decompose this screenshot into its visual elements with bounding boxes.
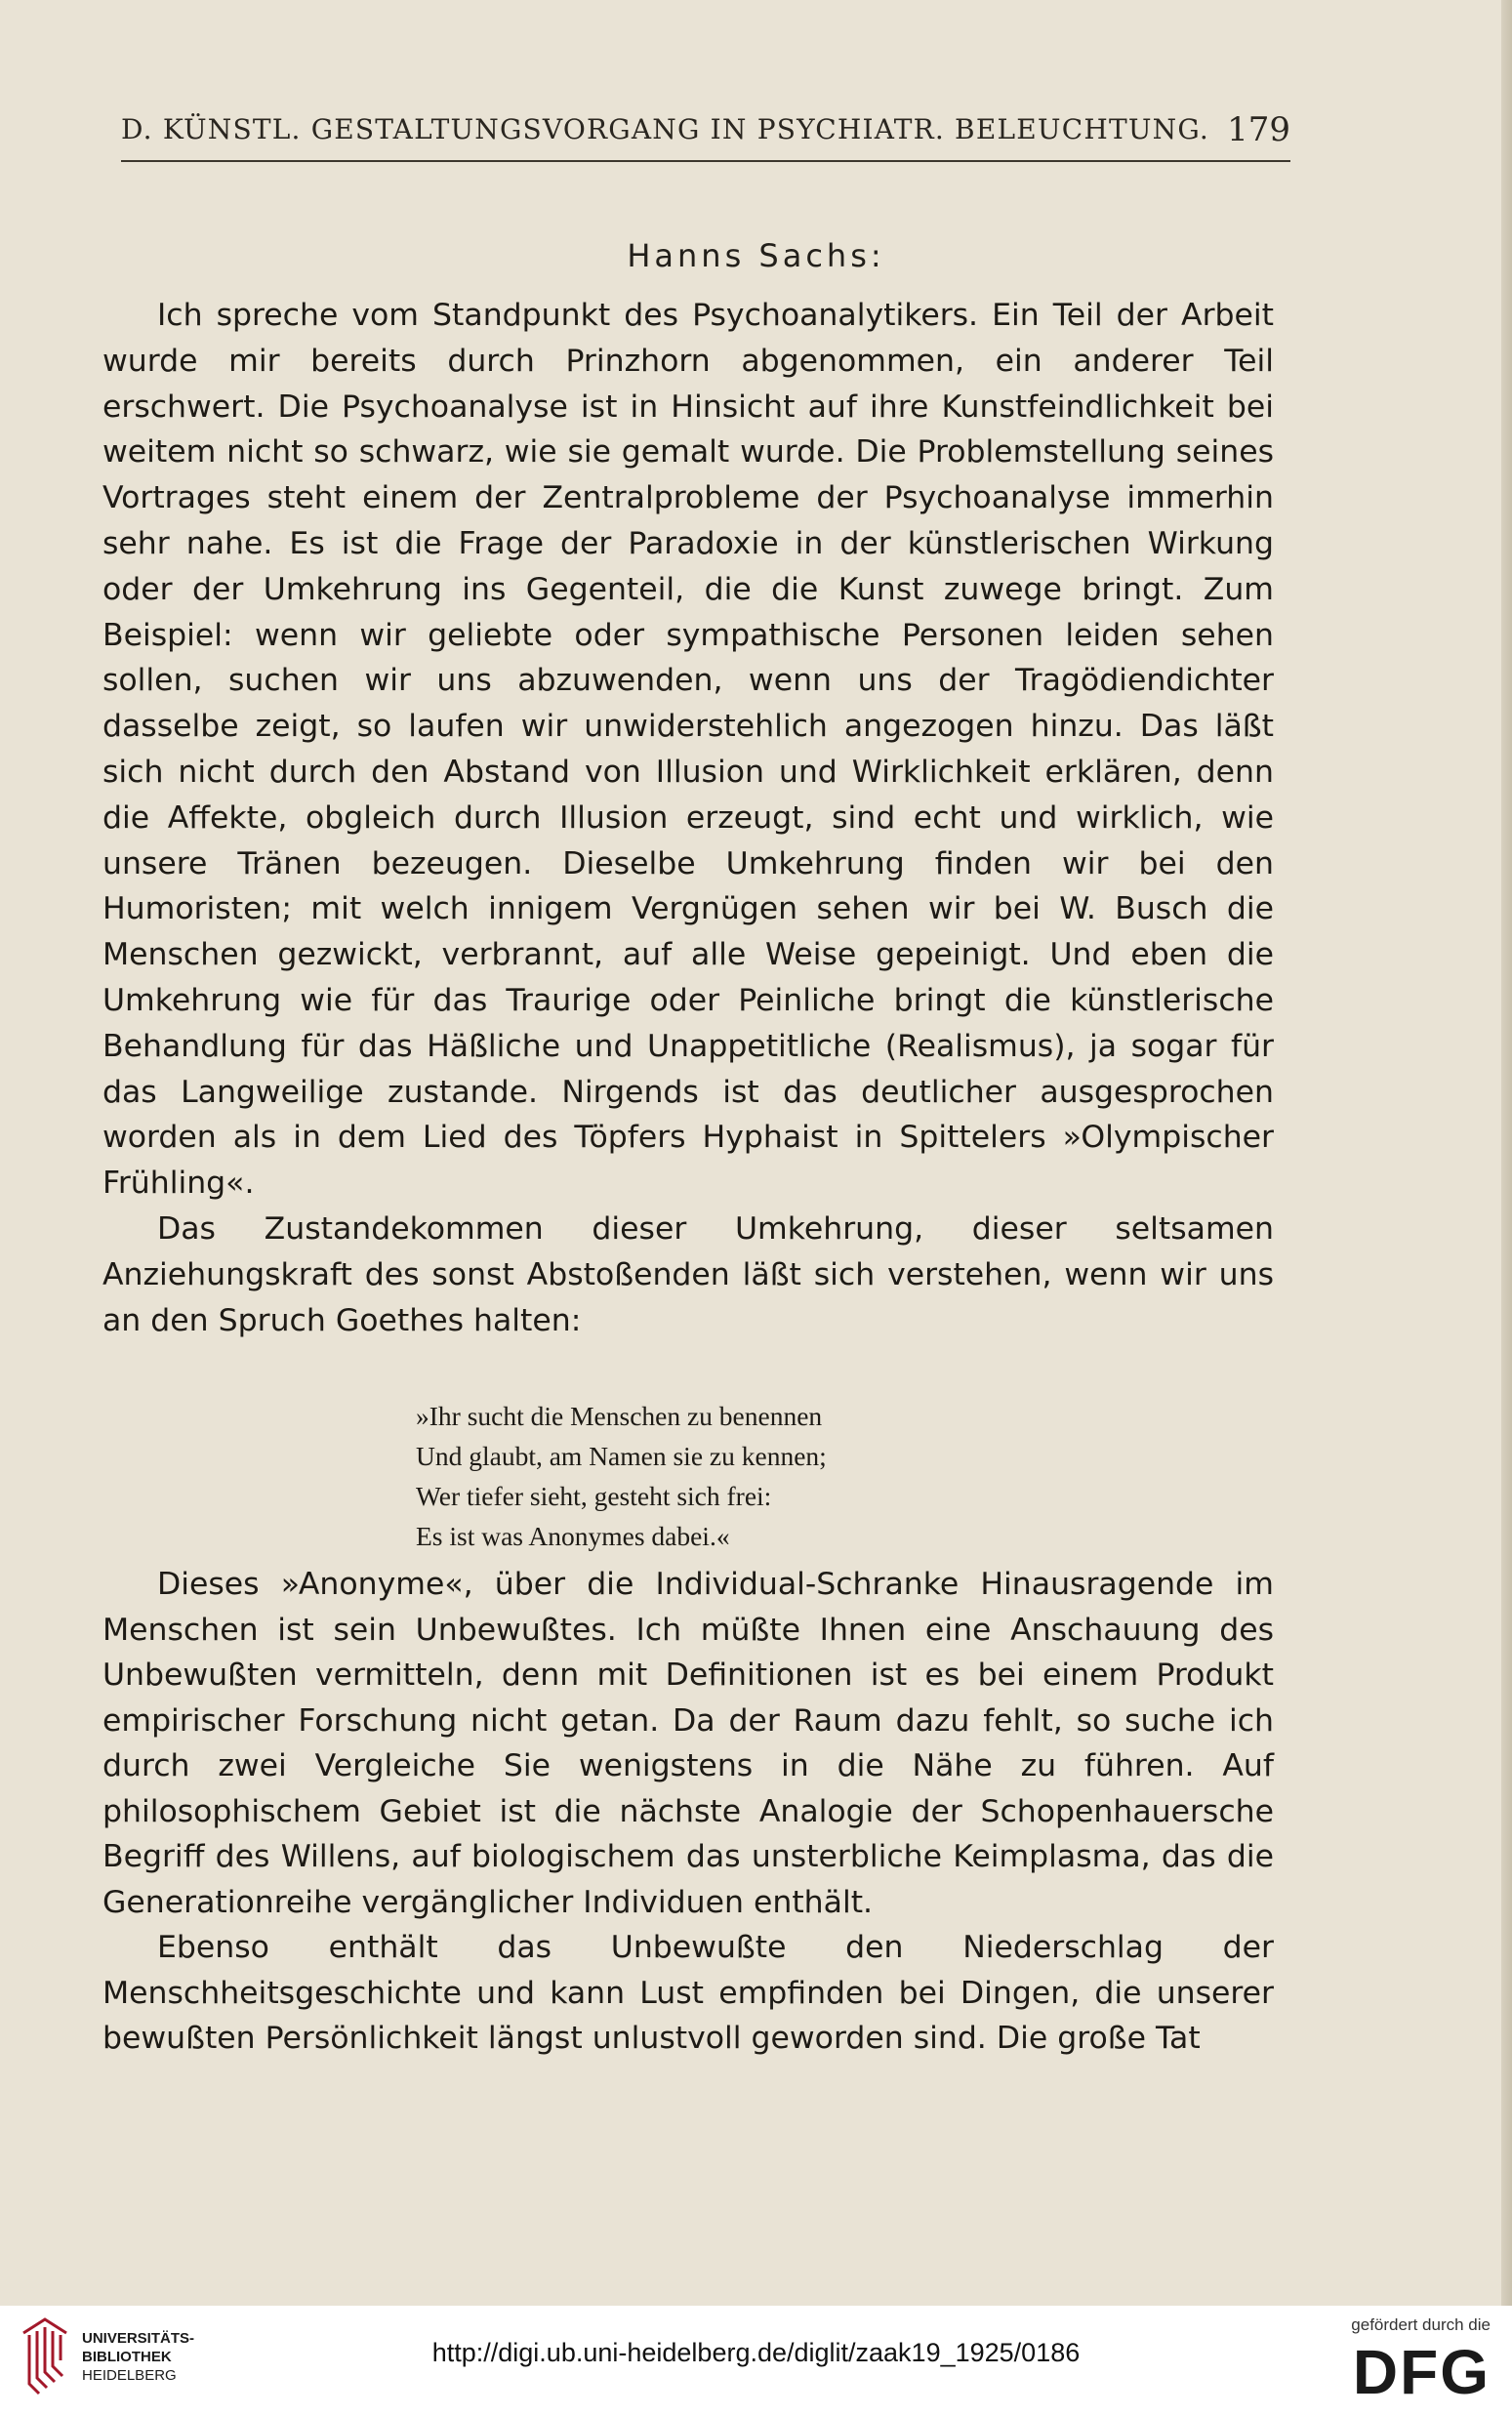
paragraph: Ebenso enthält das Unbewußte den Niederschlag der Menschheitsgeschichte und kann Lust empfinden bei Dingen, die unserer bewußten Persönlichkeit längst unlustvoll geworden sind. Die große Tat xyxy=(102,1930,1274,2056)
quote-line: »Ihr sucht die Menschen zu benennen xyxy=(416,1401,823,1431)
page-edge-shadow xyxy=(1501,0,1512,2306)
running-head xyxy=(121,110,1290,149)
goethe-quote xyxy=(416,1396,1099,1556)
running-head-title: D. KÜNSTL. GESTALTUNGSVORGANG IN PSYCHIATR. BELEUCHTUNG. xyxy=(121,113,1209,145)
library-name-line: BIBLIOTHEK xyxy=(82,2349,172,2365)
library-name-line: UNIVERSITÄTS- xyxy=(82,2330,195,2347)
body-text-continued xyxy=(102,1562,1274,2062)
quote-line: Es ist was Anonymes dabei.« xyxy=(416,1521,730,1551)
library-name-line: HEIDELBERG xyxy=(82,2367,177,2384)
funding-text: gefördert durch die xyxy=(1351,2315,1491,2334)
paragraph: Dieses »Anonyme«, über die Individual-Schranke Hinausragende im Menschen ist sein Unbewußtes. Ich müßte Ihnen eine Anschauung des Unbewußten vermitteln, denn mit Definitionen ist es bei einem Produkt empirischer Forschung nicht getan. Da der Raum dazu fehlt, so suche ich durch zwei Vergleiche Sie wenigstens in die Nähe zu führen. Auf philosophischem Gebiet ist die nächste Analogie der Schopenhauersche Begriff des Willens, auf biologischem das unsterbliche Keimplasma, das die Generationreihe vergänglicher Individuen enthält. xyxy=(102,1567,1274,1920)
quote-line: Wer tiefer sieht, gesteht sich frei: xyxy=(416,1481,772,1511)
source-url-link[interactable]: http://digi.ub.uni-heidelberg.de/diglit/zaak19_1925/0186 xyxy=(431,2338,1081,2367)
page-number: 179 xyxy=(1227,110,1290,149)
quote-line: Und glaubt, am Namen sie zu kennen; xyxy=(416,1441,827,1471)
paragraph: Ich spreche vom Standpunkt des Psychoanalytikers. Ein Teil der Arbeit wurde mir bereits durch Prinzhorn abgenommen, ein anderer Teil erschwert. Die Psychoanalyse ist in Hinsicht auf ihre Kunstfeindlichkeit bei weitem nicht so schwarz, wie sie gemalt wurde. Die Problemstellung seines Vortrages steht einem der Zentralprobleme der Psychoanalyse immerhin sehr nahe. Es ist die Frage der Paradoxie in der künstlerischen Wirkung oder der Umkehrung ins Gegenteil, die die Kunst zuwege bringt. Zum Beispiel: wenn wir geliebte oder sympathische Personen leiden sehen sollen, suchen wir uns abzuwenden, wenn uns der Tragödiendichter dasselbe zeigt, so laufen wir unwiderstehlich angezogen hinzu. Das läßt sich nicht durch den Abstand von Illusion und Wirklichkeit erklären, denn die Affekte, obgleich durch Illusion erzeugt, sind echt und wirklich, wie unsere Tränen bezeugen. Dieselbe Umkehrung finden wir bei den Humoristen; mit welch innigem Vergnügen sehen wir bei W. Busch die Menschen gezwickt, verbrannt, auf alle Weise gepeinigt. Und eben die Umkehrung wie für das Traurige oder Peinliche bringt die künstlerische Behandlung für das Häßliche und Unappetitliche (Realismus), ja sogar für das Langweilige zustande. Nirgends ist das deutlicher ausgesprochen worden als in dem Lied des Töpfers Hyphaist in Spittelers »Olympischer Frühling«. xyxy=(102,298,1274,1202)
header-rule xyxy=(121,160,1290,162)
author-heading: Hanns Sachs: xyxy=(627,237,885,274)
dfg-logo: DFG xyxy=(1352,2337,1491,2407)
body-text xyxy=(102,293,1274,1343)
paragraph: Das Zustandekommen dieser Umkehrung, dieser seltsamen Anziehungskraft des sonst Abstoßenden läßt sich verstehen, wenn wir uns an den Spruch Goethes halten: xyxy=(102,1210,1274,1338)
